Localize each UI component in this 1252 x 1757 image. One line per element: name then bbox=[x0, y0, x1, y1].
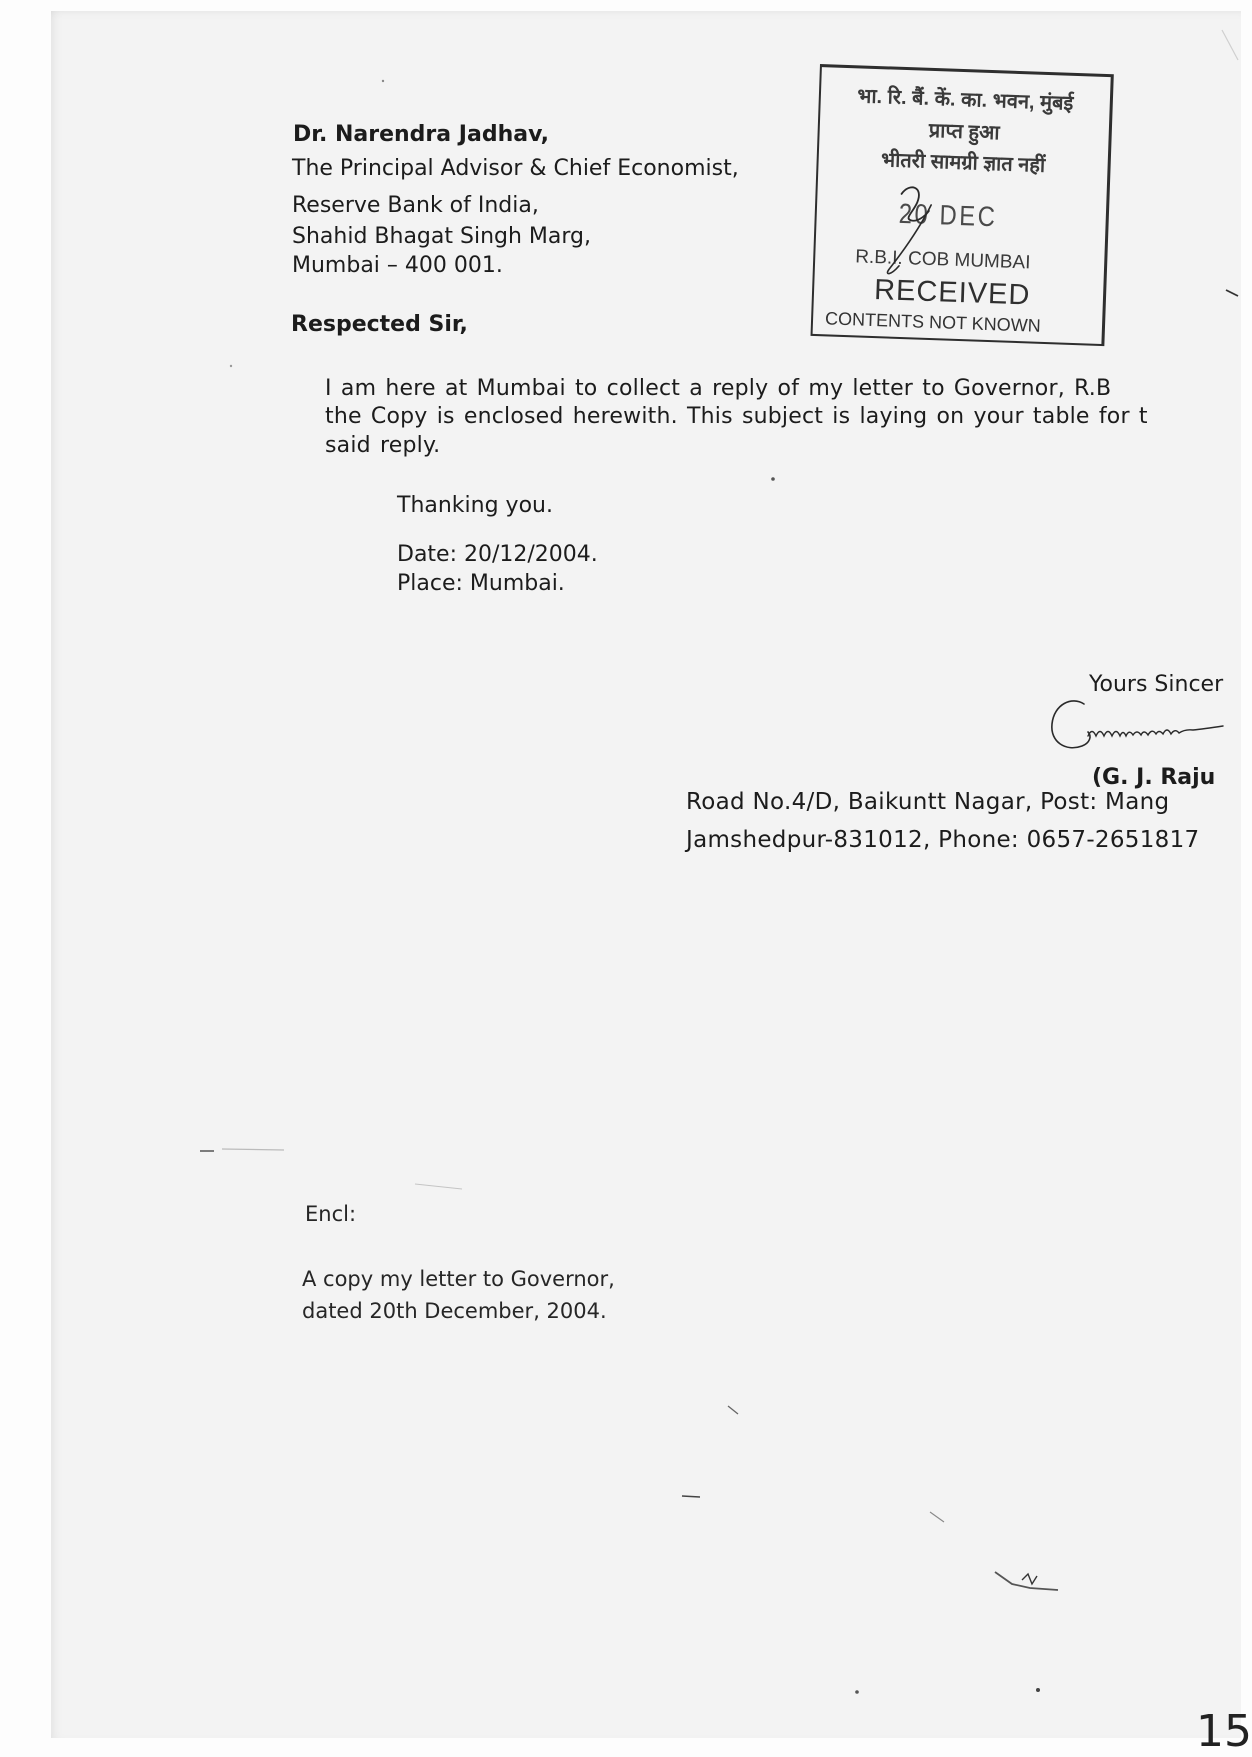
stamp-note: CONTENTS NOT KNOWN bbox=[824, 308, 1042, 336]
closing-thanks: Thanking you. bbox=[397, 493, 553, 518]
body-line: the Copy is enclosed herewith. This subject is laying on your table for t bbox=[325, 404, 1148, 429]
closing-place: Place: Mumbai. bbox=[397, 571, 565, 596]
closing-date: Date: 20/12/2004. bbox=[397, 542, 598, 567]
stamp-hindi-line: भा. रि. बैं. कें. का. भवन, मुंबई bbox=[856, 85, 1074, 115]
received-stamp bbox=[811, 64, 1114, 346]
enclosure-line: dated 20th December, 2004. bbox=[302, 1299, 607, 1323]
stamp-initials-mark bbox=[813, 67, 1110, 343]
recipient-designation: The Principal Advisor & Chief Economist, bbox=[292, 156, 739, 181]
enclosure-label: Encl: bbox=[305, 1202, 357, 1226]
recipient-name: Dr. Narendra Jadhav, bbox=[293, 122, 549, 147]
recipient-address-line: Reserve Bank of India, bbox=[292, 193, 539, 218]
stamp-date: 20 DEC bbox=[898, 197, 998, 233]
body-line: said reply. bbox=[325, 433, 441, 458]
page-number: 15 bbox=[1196, 1706, 1252, 1757]
body-line: I am here at Mumbai to collect a reply of my letter to Governor, R.B bbox=[325, 376, 1112, 401]
sender-address-line: Jamshedpur-831012, Phone: 0657-2651817 bbox=[686, 827, 1200, 853]
recipient-address-line: Shahid Bhagat Singh Marg, bbox=[292, 224, 591, 249]
valediction: Yours Sincer bbox=[1089, 672, 1224, 697]
handwritten-signature bbox=[1040, 690, 1240, 775]
stamp-status: RECEIVED bbox=[873, 274, 1031, 312]
salutation: Respected Sir, bbox=[291, 312, 468, 337]
stamp-office: R.B.I. COB MUMBAI bbox=[854, 246, 1031, 274]
enclosure-line: A copy my letter to Governor, bbox=[302, 1267, 615, 1291]
stamp-hindi-line: प्राप्त हुआ bbox=[928, 119, 1000, 145]
sender-address-line: Road No.4/D, Baikuntt Nagar, Post: Mang bbox=[686, 789, 1170, 815]
sender-name: (G. J. Raju bbox=[1092, 765, 1216, 790]
stamp-hindi-line: भीतरी सामग्री ज्ञात नहीं bbox=[880, 149, 1046, 177]
recipient-address-line: Mumbai – 400 001. bbox=[292, 253, 503, 278]
